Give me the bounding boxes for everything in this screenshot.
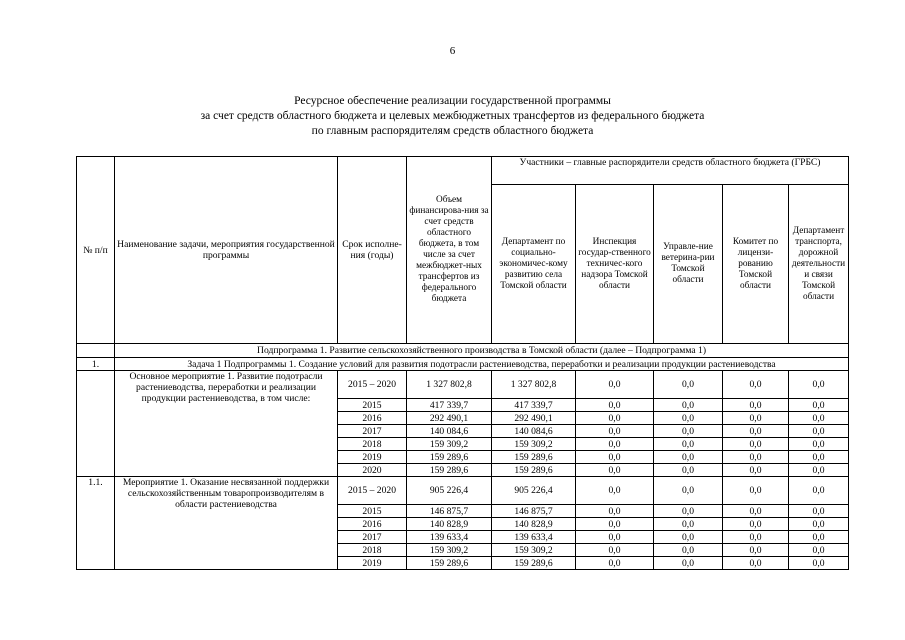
grbs-value-cell: 159 289,6: [492, 451, 576, 464]
grbs-value-cell: 0,0: [723, 544, 789, 557]
total-cell: 159 289,6: [407, 451, 492, 464]
grbs-value-cell: 159 309,2: [492, 544, 576, 557]
grbs-value-cell: 0,0: [654, 438, 723, 451]
grbs-value-cell: 0,0: [654, 518, 723, 531]
grbs-value-cell: 0,0: [789, 477, 849, 505]
grbs-value-cell: 0,0: [789, 438, 849, 451]
total-cell: 159 289,6: [407, 464, 492, 477]
grbs-value-cell: 0,0: [789, 371, 849, 399]
grbs-value-cell: 0,0: [723, 438, 789, 451]
year-cell: 2016: [338, 518, 407, 531]
total-cell: 140 084,6: [407, 425, 492, 438]
year-cell: 2017: [338, 531, 407, 544]
year-cell: 2016: [338, 412, 407, 425]
grbs-value-cell: 0,0: [654, 477, 723, 505]
header-participants: Участники – главные распорядители средств областного бюджета (ГРБС): [492, 157, 849, 185]
grbs-value-cell: 0,0: [789, 451, 849, 464]
grbs-value-cell: 0,0: [723, 505, 789, 518]
total-cell: 146 875,7: [407, 505, 492, 518]
year-cell: 2020: [338, 464, 407, 477]
year-cell: 2018: [338, 438, 407, 451]
grbs-value-cell: 0,0: [576, 451, 654, 464]
grbs-value-cell: 0,0: [576, 464, 654, 477]
title-line: по главным распорядителям средств областного бюджета: [311, 125, 594, 137]
grbs-value-cell: 0,0: [789, 531, 849, 544]
header-grbs: Управле-ние ветерина-рии Томской области: [654, 185, 723, 344]
grbs-value-cell: 159 289,6: [492, 464, 576, 477]
grbs-value-cell: 0,0: [789, 505, 849, 518]
grbs-value-cell: 0,0: [654, 505, 723, 518]
grbs-value-cell: 0,0: [654, 531, 723, 544]
grbs-value-cell: 292 490,1: [492, 412, 576, 425]
page-number: 6: [449, 45, 456, 57]
total-cell: 905 226,4: [407, 477, 492, 505]
row-number: 1.1.: [77, 477, 115, 570]
total-cell: 159 309,2: [407, 438, 492, 451]
grbs-value-cell: 146 875,7: [492, 505, 576, 518]
grbs-value-cell: 0,0: [789, 425, 849, 438]
table-row: [77, 477, 849, 505]
header-term: Срок исполне-ния (годы): [338, 157, 407, 344]
grbs-value-cell: 0,0: [723, 371, 789, 399]
grbs-value-cell: 0,0: [723, 531, 789, 544]
grbs-value-cell: 417 339,7: [492, 399, 576, 412]
title-line: за счет средств областного бюджета и целевых межбюджетных трансфертов из федерального бюджета: [200, 110, 705, 122]
grbs-value-cell: 0,0: [576, 371, 654, 399]
grbs-value-cell: 0,0: [789, 412, 849, 425]
year-cell: 2019: [338, 557, 407, 570]
grbs-value-cell: 159 309,2: [492, 438, 576, 451]
grbs-value-cell: 0,0: [576, 425, 654, 438]
grbs-value-cell: 0,0: [789, 544, 849, 557]
grbs-value-cell: 0,0: [789, 399, 849, 412]
grbs-value-cell: 0,0: [654, 425, 723, 438]
grbs-value-cell: 0,0: [576, 412, 654, 425]
grbs-value-cell: 905 226,4: [492, 477, 576, 505]
grbs-value-cell: 0,0: [654, 371, 723, 399]
grbs-value-cell: 0,0: [723, 518, 789, 531]
subprogram-no-cell: [77, 344, 115, 358]
total-cell: 159 289,6: [407, 557, 492, 570]
title-line: Ресурсное обеспечение реализации государственной программы: [294, 95, 611, 107]
grbs-value-cell: 0,0: [723, 557, 789, 570]
document-title: [0, 94, 905, 139]
grbs-value-cell: 0,0: [723, 451, 789, 464]
grbs-value-cell: 139 633,4: [492, 531, 576, 544]
grbs-value-cell: 0,0: [723, 425, 789, 438]
grbs-value-cell: 0,0: [654, 412, 723, 425]
grbs-value-cell: 1 327 802,8: [492, 371, 576, 399]
grbs-value-cell: 0,0: [576, 557, 654, 570]
year-cell: 2015: [338, 505, 407, 518]
year-cell: 2015 – 2020: [338, 371, 407, 399]
grbs-value-cell: 0,0: [654, 399, 723, 412]
grbs-value-cell: 0,0: [723, 399, 789, 412]
grbs-value-cell: 0,0: [654, 557, 723, 570]
total-cell: 292 490,1: [407, 412, 492, 425]
grbs-value-cell: 0,0: [654, 451, 723, 464]
measure-name: Основное мероприятие 1. Развитие подотрасли растениеводства, переработки и реализации продукции растениеводства, в том числе:: [115, 371, 338, 477]
year-cell: 2015 – 2020: [338, 477, 407, 505]
grbs-value-cell: 0,0: [723, 477, 789, 505]
header-no: № п/п: [77, 157, 115, 344]
subprogram-title: Подпрограмма 1. Развитие сельскохозяйственного производства в Томской области (далее – Подпрограмма 1): [115, 344, 849, 358]
grbs-value-cell: 0,0: [576, 399, 654, 412]
header-grbs: Комитет по лицензи-рованию Томской области: [723, 185, 789, 344]
total-cell: 159 309,2: [407, 544, 492, 557]
grbs-value-cell: 0,0: [576, 505, 654, 518]
grbs-value-cell: 0,0: [576, 544, 654, 557]
grbs-value-cell: 0,0: [789, 464, 849, 477]
total-cell: 417 339,7: [407, 399, 492, 412]
budget-table: [76, 156, 849, 570]
year-cell: 2015: [338, 399, 407, 412]
grbs-value-cell: 0,0: [576, 477, 654, 505]
total-cell: 1 327 802,8: [407, 371, 492, 399]
grbs-value-cell: 0,0: [654, 544, 723, 557]
task-title: Задача 1 Подпрограммы 1. Создание условий для развития подотрасли растениеводства, переработки и реализации продукции растениеводства: [115, 358, 849, 371]
measure-name: Мероприятие 1. Оказание несвязанной поддержки сельскохозяйственным товаропроизводителям в области растениеводства: [115, 477, 338, 570]
year-cell: 2018: [338, 544, 407, 557]
grbs-value-cell: 140 828,9: [492, 518, 576, 531]
year-cell: 2019: [338, 451, 407, 464]
row-number: [77, 371, 115, 477]
grbs-value-cell: 0,0: [576, 531, 654, 544]
header-grbs: Инспекция государ-ственного техничес-кого надзора Томской области: [576, 185, 654, 344]
grbs-value-cell: 0,0: [654, 464, 723, 477]
header-grbs: Департамент транспорта, дорожной деятельности и связи Томской области: [789, 185, 849, 344]
table-row: [77, 371, 849, 399]
grbs-value-cell: 0,0: [576, 438, 654, 451]
task-no: 1.: [77, 358, 115, 371]
total-cell: 139 633,4: [407, 531, 492, 544]
header-grbs: Департамент по социально-экономичес-кому развитию села Томской области: [492, 185, 576, 344]
total-cell: 140 828,9: [407, 518, 492, 531]
header-volume: Объем финансирова-ния за счет средств областного бюджета, в том числе за счет межбюджет-ных трансфертов из федерального бюджета: [407, 157, 492, 344]
grbs-value-cell: 0,0: [576, 518, 654, 531]
grbs-value-cell: 159 289,6: [492, 557, 576, 570]
header-name: Наименование задачи, мероприятия государственной программы: [115, 157, 338, 344]
grbs-value-cell: 140 084,6: [492, 425, 576, 438]
grbs-value-cell: 0,0: [789, 557, 849, 570]
year-cell: 2017: [338, 425, 407, 438]
grbs-value-cell: 0,0: [789, 518, 849, 531]
grbs-value-cell: 0,0: [723, 464, 789, 477]
grbs-value-cell: 0,0: [723, 412, 789, 425]
